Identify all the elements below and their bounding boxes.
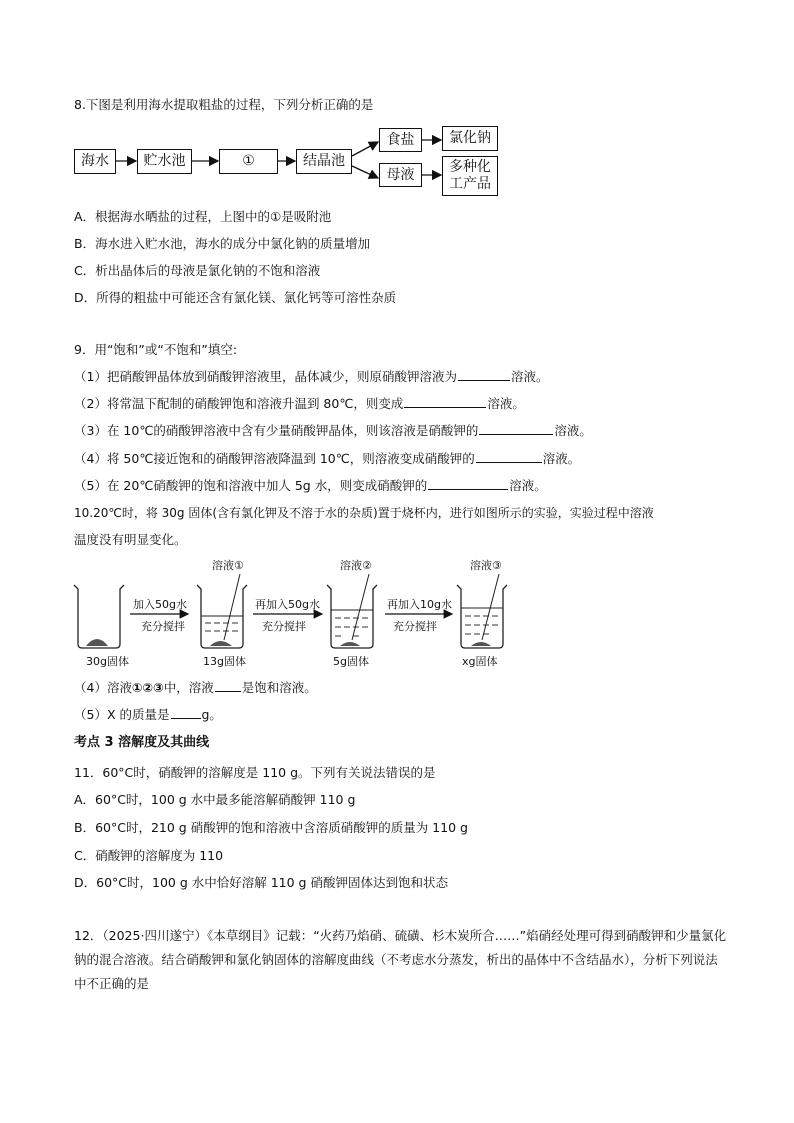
solid-2-label: 5g固体	[333, 655, 369, 668]
answer-blank[interactable]	[458, 368, 510, 381]
q10-sub5	[74, 706, 222, 724]
solid-1-label: 13g固体	[203, 655, 246, 668]
q9-item-1	[74, 368, 548, 386]
q9-item-5-text: （5）在 20℃硝酸钾的饱和溶液中加人 5g 水，则变成硝酸钾的	[74, 478, 428, 493]
answer-blank[interactable]	[215, 679, 241, 692]
q10-sub4-mid: 中，溶液	[163, 680, 214, 695]
flow-chem-products-line2: 工产品	[449, 176, 491, 192]
q11-option-c: C．硝酸钾的溶解度为 110	[74, 848, 224, 863]
q12-text: 12．（2025·四川遂宁）《本草纲目》记载：“火药乃焰硝、硫磺、杉木炭所合……”焰硝经处理可得到硝酸钾和少量氯化钠的混合溶液。结合硝酸钾和氯化钠固体的溶解度曲线（不考虑水分蒸发，析出的晶体中不含结晶水），分析下列说法中不正确的是	[74, 928, 727, 991]
q9-item-5-suffix: 溶液。	[509, 478, 547, 493]
solution-1-label: 溶液①	[212, 559, 244, 572]
q10-sub4	[74, 679, 317, 697]
q10-stem-line1: 10.20℃时，将 30g 固体(含有氯化钾及不溶于水的杂质)置于烧杯内，进行如图所示的实验，实验过程中溶液	[74, 506, 654, 520]
flow-chem-products-line1: 多种化	[449, 159, 491, 175]
step1-top-label: 加入50g水	[133, 598, 187, 611]
solution-2-label: 溶液②	[340, 559, 372, 572]
q11-stem: 11．60°C时，硝酸钾的溶解度是 110 g。下列有关说法错误的是	[74, 765, 436, 780]
answer-blank[interactable]	[428, 477, 508, 490]
answer-blank[interactable]	[404, 395, 486, 408]
q9-item-4	[74, 450, 580, 468]
step2-top-label: 再加入50g水	[255, 598, 320, 611]
q9-item-5	[74, 477, 547, 495]
step3-top-label: 再加入10g水	[387, 598, 452, 611]
beaker-3	[457, 574, 507, 648]
q8-option-c: C．析出晶体后的母液是氯化钠的不饱和溶液	[74, 263, 321, 278]
q9-stem: 9．用“饱和”或“不饱和”填空:	[74, 342, 238, 357]
solid-3-label: xg固体	[462, 655, 498, 668]
q9-item-3	[74, 422, 592, 440]
q10-sub4-circles: ①②③	[131, 680, 164, 695]
flow-nacl: 氯化钠	[442, 126, 498, 151]
q8-option-d: D．所得的粗盐中可能还含有氯化镁、氯化钙等可溶性杂质	[74, 290, 397, 305]
q9-item-2-text: （2）将常温下配制的硝酸钾饱和溶液升温到 80℃，则变成	[74, 396, 404, 411]
answer-blank[interactable]	[476, 450, 542, 463]
q11-option-b: B．60°C时，210 g 硝酸钾的饱和溶液中含溶质硝酸钾的质量为 110 g	[74, 820, 468, 835]
q9-item-1-suffix: 溶液。	[510, 369, 549, 384]
section-heading: 考点 3 溶解度及其曲线	[74, 735, 210, 750]
q8-stem: 8.下图是利用海水提取粗盐的过程，下列分析正确的是	[74, 97, 374, 112]
answer-blank[interactable]	[479, 422, 553, 435]
flow-salt: 食盐	[379, 128, 422, 152]
q9-item-3-text: （3）在 10℃的硝酸钾溶液中含有少量硝酸钾晶体，则该溶液是硝酸钾的	[74, 423, 479, 438]
q9-item-2	[74, 395, 525, 413]
beaker-2	[327, 574, 377, 648]
flow-chem-products	[442, 156, 498, 196]
q11-option-a: A．60°C时，100 g 水中最多能溶解硝酸钾 110 g	[74, 792, 356, 807]
q9-item-2-suffix: 溶液。	[487, 396, 525, 411]
q10-sub4-post: 是饱和溶液。	[241, 680, 317, 695]
q11-option-d: D．60°C时，100 g 水中恰好溶解 110 g 硝酸钾固体达到饱和状态	[74, 875, 448, 890]
step1-bottom-label: 充分搅拌	[141, 620, 185, 633]
step3-bottom-label: 充分搅拌	[393, 620, 437, 633]
q9-item-4-text: （4）将 50℃接近饱和的硝酸钾溶液降温到 10℃，则溶液变成硝酸钾的	[74, 451, 475, 466]
flow-seawater: 海水	[74, 149, 116, 174]
solution-3-label: 溶液③	[470, 559, 502, 572]
q9-item-1-text: （1）把硝酸钾晶体放到硝酸钾溶液里，晶体减少，则原硝酸钾溶液为	[74, 369, 457, 384]
q10-sub5-pre: （5）X 的质量是	[74, 707, 170, 722]
flow-crystal-pool: 结晶池	[296, 149, 352, 174]
q8-option-a: A．根据海水晒盐的过程，上图中的①是吸附池	[74, 209, 332, 224]
solid-0-label: 30g固体	[86, 655, 129, 668]
beaker-0	[74, 585, 124, 648]
answer-blank[interactable]	[171, 706, 201, 719]
q8-option-b: B．海水进入贮水池，海水的成分中氯化钠的质量增加	[74, 236, 371, 251]
q10-stem-line2: 温度没有明显变化。	[74, 532, 187, 547]
step2-bottom-label: 充分搅拌	[262, 620, 306, 633]
flow-reservoir: 贮水池	[137, 149, 192, 174]
q10-experiment-diagram	[0, 552, 794, 672]
flow-mother-liquor: 母液	[379, 163, 422, 187]
flow-step1: ①	[219, 149, 278, 174]
beaker-1	[197, 574, 247, 648]
q9-item-4-suffix: 溶液。	[542, 451, 581, 466]
q10-sub5-post: g。	[201, 707, 222, 722]
q9-item-3-suffix: 溶液。	[554, 423, 592, 438]
q10-sub4-pre: （4）溶液	[74, 680, 132, 695]
